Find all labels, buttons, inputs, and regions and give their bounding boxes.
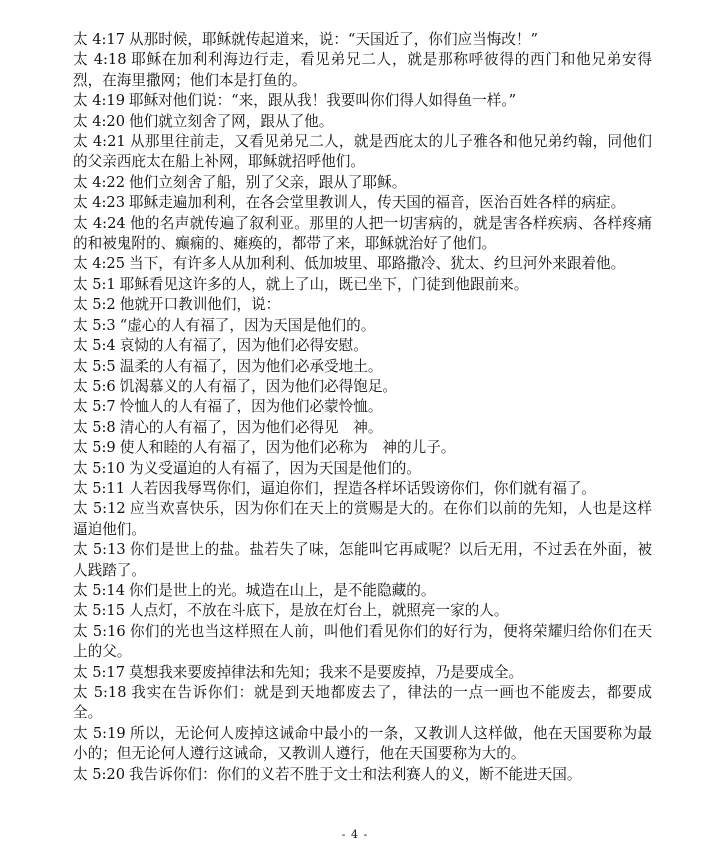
verse-reference: 太 5:13 <box>73 541 126 559</box>
verse-text: 耶稣对他们说：“来，跟从我！我要叫你们得人如得鱼一样。” <box>129 92 517 110</box>
verse-text: 所以，无论何人废掉这诫命中最小的一条，又教训人这样做，他在天国要称为最小的；但无论何人遵行这诫命，又教训人遵行，他在天国要称为大的。 <box>73 724 652 763</box>
verse-text: 清心的人有福了，因为他们必得见 神。 <box>119 418 383 436</box>
verse-paragraph <box>73 132 652 173</box>
verse-reference: 太 5:10 <box>73 459 126 477</box>
verse-text: 耶稣在加利利海边行走，看见弟兄二人，就是那称呼彼得的西门和他兄弟安得烈，在海里撒网；他们本是打鱼的。 <box>73 51 652 89</box>
verse-paragraph <box>73 336 652 356</box>
verse-paragraph <box>73 357 652 377</box>
verse-paragraph <box>73 622 652 663</box>
verse-reference: 太 5:9 <box>73 439 116 457</box>
verse-paragraph <box>73 724 652 765</box>
verse-text: 他们就立刻舍了网，跟从了他。 <box>129 112 334 130</box>
verse-paragraph <box>73 765 652 785</box>
verse-text: 我实在告诉你们：就是到天地都废去了，律法的一点一画也不能废去，都要成全。 <box>73 684 652 722</box>
verse-list <box>73 30 652 785</box>
verse-text: 应当欢喜快乐，因为你们在天上的赏赐是大的。在你们以前的先知，人也是这样逼迫他们。 <box>73 500 652 538</box>
verse-reference: 太 4:24 <box>73 214 126 232</box>
verse-reference: 太 4:18 <box>73 51 127 69</box>
verse-paragraph <box>73 91 652 111</box>
verse-text: 从那里往前走，又看见弟兄二人，就是西庇太的儿子雅各和他兄弟约翰，同他们的父亲西庇太在船上补网，耶稣就招呼他们。 <box>73 133 652 171</box>
verse-paragraph <box>73 438 652 458</box>
verse-text: 你们是世上的盐。盐若失了味，怎能叫它再咸呢？以后无用，不过丢在外面，被人践踏了。 <box>73 541 652 579</box>
verse-text: 他就开口教训他们，说： <box>119 296 281 314</box>
verse-reference: 太 5:11 <box>73 479 126 497</box>
verse-paragraph <box>73 601 652 621</box>
verse-reference: 太 4:23 <box>73 194 126 212</box>
verse-paragraph <box>73 479 652 499</box>
verse-reference: 太 4:22 <box>73 173 126 191</box>
verse-text: 人点灯，不放在斗底下，是放在灯台上，就照亮一家的人。 <box>129 602 509 620</box>
page-number: - 4 - <box>341 828 369 841</box>
verse-paragraph <box>73 418 652 438</box>
verse-text: 温柔的人有福了，因为他们必承受地土。 <box>119 357 383 375</box>
verse-text: 耶稣看见这许多的人，就上了山，既已坐下，门徒到他跟前来。 <box>119 275 529 293</box>
verse-paragraph <box>73 295 652 315</box>
verse-reference: 太 4:25 <box>73 255 126 273</box>
verse-reference: 太 5:14 <box>73 581 126 599</box>
verse-reference: 太 5:18 <box>73 684 127 701</box>
verse-text: 从那时候，耶稣就传起道来，说：“天国近了，你们应当悔改！” <box>129 31 538 48</box>
verse-reference: 太 4:17 <box>73 31 126 48</box>
verse-paragraph <box>73 254 652 274</box>
verse-text: 他们立刻舍了船，别了父亲，跟从了耶稣。 <box>129 173 407 191</box>
verse-paragraph <box>73 397 652 417</box>
verse-paragraph <box>73 112 652 132</box>
verse-reference: 太 5:16 <box>73 622 126 640</box>
verse-reference: 太 5:7 <box>73 398 116 416</box>
verse-reference: 太 5:2 <box>73 296 116 314</box>
verse-reference: 太 4:21 <box>73 133 126 151</box>
verse-paragraph <box>73 683 652 724</box>
verse-text: 你们是世上的光。城造在山上，是不能隐藏的。 <box>129 581 436 599</box>
verse-text: 使人和睦的人有福了，因为他们必称为 神的儿子。 <box>119 439 456 457</box>
verse-reference: 太 5:20 <box>73 765 126 783</box>
verse-text: 当下，有许多人从加利利、低加坡里、耶路撒冷、犹太、约旦河外来跟着他。 <box>129 255 626 273</box>
verse-text: 我告诉你们：你们的义若不胜于文士和法利赛人的义，断不能进天国。 <box>129 765 582 783</box>
verse-reference: 太 5:1 <box>73 275 116 293</box>
verse-text: “虚心的人有福了，因为天国是他们的。 <box>119 316 376 334</box>
verse-reference: 太 5:17 <box>73 663 126 681</box>
verse-reference: 太 5:12 <box>73 500 126 518</box>
verse-text: 你们的光也当这样照在人前，叫他们看见你们的好行为，便将荣耀归给你们在天上的父。 <box>73 622 652 661</box>
verse-reference: 太 5:8 <box>73 418 116 436</box>
verse-reference: 太 4:20 <box>73 112 126 130</box>
verse-reference: 太 5:5 <box>73 357 116 375</box>
verse-reference: 太 5:4 <box>73 337 116 355</box>
verse-reference: 太 5:19 <box>73 724 126 742</box>
verse-paragraph <box>73 193 652 213</box>
verse-paragraph <box>73 173 652 193</box>
verse-text: 他的名声就传遍了叙利亚。那里的人把一切害病的，就是害各样疾病、各样疼痛的和被鬼附的、癫痫的、瘫痪的，都带了来，耶稣就治好了他们。 <box>73 214 652 253</box>
verse-reference: 太 4:19 <box>73 92 126 110</box>
verse-paragraph <box>73 581 652 601</box>
verse-text: 饥渴慕义的人有福了，因为他们必得饱足。 <box>119 377 398 395</box>
verse-paragraph <box>73 50 652 91</box>
verse-paragraph <box>73 499 652 540</box>
verse-paragraph <box>73 214 652 255</box>
verse-text: 怜恤人的人有福了，因为他们必蒙怜恤。 <box>119 398 383 416</box>
verse-paragraph <box>73 459 652 479</box>
verse-paragraph <box>73 30 652 50</box>
verse-text: 为义受逼迫的人有福了，因为天国是他们的。 <box>129 459 421 477</box>
verse-text: 人若因我辱骂你们，逼迫你们，捏造各样坏话毁谤你们，你们就有福了。 <box>129 479 597 497</box>
verse-text: 莫想我来要废掉律法和先知；我来不是要废掉，乃是要成全。 <box>129 663 524 681</box>
verse-text: 哀恸的人有福了，因为他们必得安慰。 <box>119 337 368 355</box>
verse-paragraph <box>73 316 652 336</box>
verse-paragraph <box>73 377 652 397</box>
verse-reference: 太 5:3 <box>73 316 116 334</box>
verse-reference: 太 5:6 <box>73 377 116 395</box>
verse-text: 耶稣走遍加利利，在各会堂里教训人，传天国的福音，医治百姓各样的病症。 <box>129 194 626 212</box>
verse-reference: 太 5:15 <box>73 602 126 620</box>
verse-paragraph <box>73 663 652 683</box>
verse-paragraph <box>73 275 652 295</box>
verse-paragraph <box>73 540 652 581</box>
